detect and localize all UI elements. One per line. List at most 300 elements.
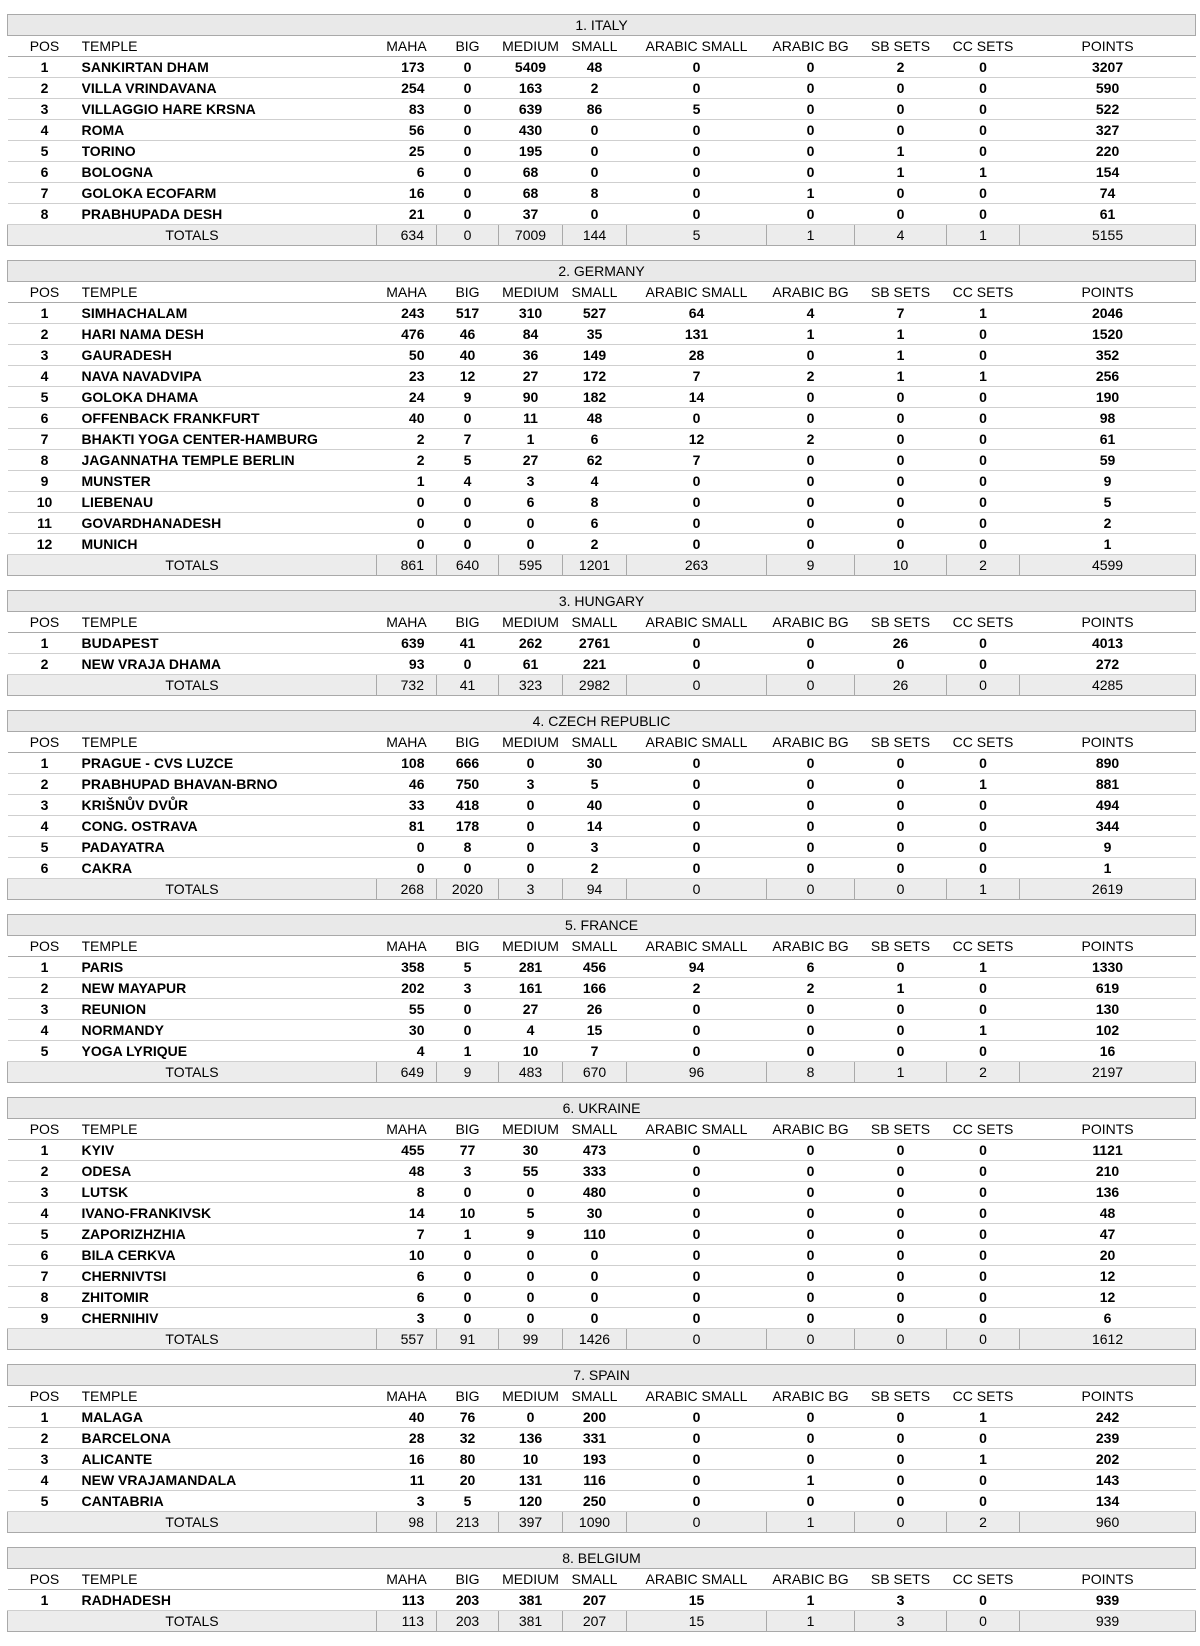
cell-arabic-small: 0 <box>627 534 767 555</box>
cell-points: 256 <box>1020 366 1196 387</box>
totals-row <box>8 879 1196 900</box>
cell-sb-sets: 26 <box>855 633 947 654</box>
cell-arabic-small: 0 <box>627 1308 767 1329</box>
cell-big: 0 <box>437 858 499 879</box>
cell-arabic-bg: 0 <box>767 858 855 879</box>
cell-big: 5 <box>437 450 499 471</box>
cell-pos: 3 <box>8 99 82 120</box>
total-sb-sets: 0 <box>855 879 947 900</box>
cell-arabic-small: 0 <box>627 858 767 879</box>
cell-big: 5 <box>437 957 499 978</box>
cell-temple: GOVARDHANADESH <box>82 513 377 534</box>
cell-temple: KRIŠNŮV DVŮR <box>82 795 377 816</box>
cell-arabic-bg: 0 <box>767 78 855 99</box>
cell-pos: 9 <box>8 471 82 492</box>
cell-pos: 1 <box>8 1590 82 1611</box>
cell-points: 9 <box>1020 837 1196 858</box>
total-maha: 98 <box>377 1512 437 1533</box>
section-title-row <box>8 591 1196 612</box>
cell-big: 0 <box>437 513 499 534</box>
column-header-temple: TEMPLE <box>82 936 377 957</box>
cell-points: 3207 <box>1020 57 1196 78</box>
cell-small: 2 <box>563 858 627 879</box>
cell-medium: 0 <box>499 1308 563 1329</box>
table-row <box>8 858 1196 879</box>
cell-small: 166 <box>563 978 627 999</box>
cell-arabic-small: 2 <box>627 978 767 999</box>
cell-big: 0 <box>437 534 499 555</box>
total-cc-sets: 1 <box>947 225 1020 246</box>
cell-arabic-bg: 0 <box>767 387 855 408</box>
total-small: 144 <box>563 225 627 246</box>
cell-cc-sets: 0 <box>947 633 1020 654</box>
cell-sb-sets: 1 <box>855 978 947 999</box>
section-title-row <box>8 261 1196 282</box>
cell-arabic-small: 0 <box>627 1161 767 1182</box>
cell-medium: 6 <box>499 492 563 513</box>
cell-arabic-small: 14 <box>627 387 767 408</box>
cell-cc-sets: 0 <box>947 978 1020 999</box>
cell-points: 48 <box>1020 1203 1196 1224</box>
cell-arabic-small: 0 <box>627 1449 767 1470</box>
column-header-sb-sets: SB SETS <box>855 36 947 57</box>
cell-temple: KYIV <box>82 1140 377 1161</box>
cell-arabic-small: 0 <box>627 183 767 204</box>
column-header-arabic-bg: ARABIC BG <box>767 1386 855 1407</box>
cell-arabic-small: 15 <box>627 1590 767 1611</box>
cell-arabic-small: 0 <box>627 1428 767 1449</box>
column-header-maha: MAHA <box>377 612 437 633</box>
cell-big: 0 <box>437 1308 499 1329</box>
cell-maha: 2 <box>377 450 437 471</box>
cell-maha: 4 <box>377 1041 437 1062</box>
cell-big: 750 <box>437 774 499 795</box>
section-title-row <box>8 1098 1196 1119</box>
cell-sb-sets: 0 <box>855 183 947 204</box>
cell-arabic-small: 0 <box>627 774 767 795</box>
total-arabic-bg: 9 <box>767 555 855 576</box>
cell-small: 200 <box>563 1407 627 1428</box>
cell-pos: 2 <box>8 654 82 675</box>
cell-big: 7 <box>437 429 499 450</box>
ranking-table <box>7 590 1196 696</box>
cell-cc-sets: 1 <box>947 1407 1020 1428</box>
column-header-medium: MEDIUM <box>499 612 563 633</box>
cell-medium: 281 <box>499 957 563 978</box>
cell-pos: 2 <box>8 1161 82 1182</box>
totals-label: TOTALS <box>8 1329 377 1350</box>
column-header-maha: MAHA <box>377 1119 437 1140</box>
cell-points: 143 <box>1020 1470 1196 1491</box>
column-header-maha: MAHA <box>377 936 437 957</box>
section-title-row <box>8 1365 1196 1386</box>
cell-small: 149 <box>563 345 627 366</box>
cell-points: 6 <box>1020 1308 1196 1329</box>
cell-cc-sets: 0 <box>947 837 1020 858</box>
total-small: 1090 <box>563 1512 627 1533</box>
cell-small: 7 <box>563 1041 627 1062</box>
cell-temple: GOLOKA ECOFARM <box>82 183 377 204</box>
cell-arabic-small: 0 <box>627 1287 767 1308</box>
cell-small: 0 <box>563 141 627 162</box>
total-arabic-small: 5 <box>627 225 767 246</box>
cell-big: 418 <box>437 795 499 816</box>
cell-pos: 5 <box>8 837 82 858</box>
cell-sb-sets: 0 <box>855 858 947 879</box>
cell-big: 41 <box>437 633 499 654</box>
cell-big: 10 <box>437 1203 499 1224</box>
cell-arabic-small: 7 <box>627 366 767 387</box>
cell-medium: 0 <box>499 534 563 555</box>
table-row <box>8 120 1196 141</box>
total-arabic-small: 15 <box>627 1611 767 1632</box>
cell-medium: 55 <box>499 1161 563 1182</box>
total-medium: 483 <box>499 1062 563 1083</box>
cell-big: 0 <box>437 1287 499 1308</box>
total-points: 2619 <box>1020 879 1196 900</box>
cell-medium: 61 <box>499 654 563 675</box>
column-header-arabic-small: ARABIC SMALL <box>627 36 767 57</box>
cell-arabic-bg: 0 <box>767 633 855 654</box>
cell-arabic-bg: 0 <box>767 345 855 366</box>
cell-arabic-bg: 0 <box>767 1224 855 1245</box>
cell-temple: VILLA VRINDAVANA <box>82 78 377 99</box>
cell-big: 0 <box>437 162 499 183</box>
cell-maha: 0 <box>377 837 437 858</box>
cell-sb-sets: 0 <box>855 513 947 534</box>
total-maha: 634 <box>377 225 437 246</box>
cell-cc-sets: 1 <box>947 303 1020 324</box>
column-header-small: SMALL <box>563 36 627 57</box>
cell-temple: PRABHUPADA DESH <box>82 204 377 225</box>
column-header-pos: POS <box>8 36 82 57</box>
cell-medium: 90 <box>499 387 563 408</box>
cell-points: 47 <box>1020 1224 1196 1245</box>
total-cc-sets: 0 <box>947 675 1020 696</box>
cell-points: 590 <box>1020 78 1196 99</box>
totals-row <box>8 1062 1196 1083</box>
table-row <box>8 795 1196 816</box>
cell-big: 0 <box>437 78 499 99</box>
cell-points: 12 <box>1020 1266 1196 1287</box>
table-row <box>8 999 1196 1020</box>
cell-points: 327 <box>1020 120 1196 141</box>
total-maha: 557 <box>377 1329 437 1350</box>
cell-pos: 4 <box>8 366 82 387</box>
column-header-small: SMALL <box>563 282 627 303</box>
ranking-table <box>7 260 1196 576</box>
total-sb-sets: 26 <box>855 675 947 696</box>
cell-small: 5 <box>563 774 627 795</box>
cell-pos: 6 <box>8 858 82 879</box>
cell-arabic-small: 0 <box>627 408 767 429</box>
cell-maha: 16 <box>377 1449 437 1470</box>
cell-medium: 310 <box>499 303 563 324</box>
cell-points: 2046 <box>1020 303 1196 324</box>
total-small: 1201 <box>563 555 627 576</box>
cell-points: 134 <box>1020 1491 1196 1512</box>
column-header-temple: TEMPLE <box>82 1386 377 1407</box>
cell-temple: NEW MAYAPUR <box>82 978 377 999</box>
totals-label: TOTALS <box>8 1611 377 1632</box>
cell-maha: 8 <box>377 1182 437 1203</box>
table-row <box>8 492 1196 513</box>
cell-temple: NAVA NAVADVIPA <box>82 366 377 387</box>
cell-sb-sets: 0 <box>855 837 947 858</box>
cell-arabic-bg: 1 <box>767 183 855 204</box>
cell-big: 0 <box>437 141 499 162</box>
cell-maha: 50 <box>377 345 437 366</box>
cell-pos: 3 <box>8 345 82 366</box>
cell-sb-sets: 0 <box>855 1428 947 1449</box>
cell-small: 473 <box>563 1140 627 1161</box>
cell-small: 26 <box>563 999 627 1020</box>
cell-arabic-small: 0 <box>627 1245 767 1266</box>
cell-pos: 2 <box>8 78 82 99</box>
cell-medium: 262 <box>499 633 563 654</box>
cell-medium: 0 <box>499 816 563 837</box>
cell-arabic-bg: 0 <box>767 408 855 429</box>
column-header-row <box>8 1569 1196 1590</box>
cell-big: 0 <box>437 492 499 513</box>
cell-cc-sets: 0 <box>947 1203 1020 1224</box>
cell-maha: 108 <box>377 753 437 774</box>
cell-arabic-small: 0 <box>627 141 767 162</box>
section-title: 2. GERMANY <box>8 261 1196 282</box>
cell-small: 172 <box>563 366 627 387</box>
cell-big: 80 <box>437 1449 499 1470</box>
table-row <box>8 1470 1196 1491</box>
total-small: 2982 <box>563 675 627 696</box>
cell-cc-sets: 0 <box>947 1224 1020 1245</box>
cell-pos: 6 <box>8 162 82 183</box>
cell-sb-sets: 0 <box>855 387 947 408</box>
cell-temple: PRAGUE - CVS LUZCE <box>82 753 377 774</box>
cell-arabic-small: 0 <box>627 471 767 492</box>
cell-sb-sets: 2 <box>855 57 947 78</box>
cell-arabic-small: 131 <box>627 324 767 345</box>
cell-big: 77 <box>437 1140 499 1161</box>
cell-temple: PRABHUPAD BHAVAN-BRNO <box>82 774 377 795</box>
column-header-small: SMALL <box>563 612 627 633</box>
ranking-table <box>7 1547 1196 1632</box>
cell-maha: 25 <box>377 141 437 162</box>
cell-arabic-small: 0 <box>627 492 767 513</box>
cell-cc-sets: 0 <box>947 1140 1020 1161</box>
cell-points: 619 <box>1020 978 1196 999</box>
cell-small: 40 <box>563 795 627 816</box>
cell-arabic-bg: 0 <box>767 99 855 120</box>
cell-pos: 10 <box>8 492 82 513</box>
cell-sb-sets: 0 <box>855 1407 947 1428</box>
cell-temple: SANKIRTAN DHAM <box>82 57 377 78</box>
total-arabic-bg: 1 <box>767 225 855 246</box>
cell-points: 12 <box>1020 1287 1196 1308</box>
cell-big: 0 <box>437 1182 499 1203</box>
cell-medium: 163 <box>499 78 563 99</box>
cell-arabic-bg: 0 <box>767 753 855 774</box>
total-maha: 649 <box>377 1062 437 1083</box>
cell-cc-sets: 0 <box>947 1287 1020 1308</box>
table-row <box>8 753 1196 774</box>
cell-cc-sets: 0 <box>947 1182 1020 1203</box>
cell-arabic-bg: 0 <box>767 1020 855 1041</box>
cell-medium: 30 <box>499 1140 563 1161</box>
table-row <box>8 1140 1196 1161</box>
cell-points: 881 <box>1020 774 1196 795</box>
cell-points: 9 <box>1020 471 1196 492</box>
cell-big: 0 <box>437 999 499 1020</box>
cell-medium: 381 <box>499 1590 563 1611</box>
totals-row <box>8 555 1196 576</box>
cell-points: 2 <box>1020 513 1196 534</box>
column-header-pos: POS <box>8 1386 82 1407</box>
cell-pos: 5 <box>8 1224 82 1245</box>
cell-big: 5 <box>437 1491 499 1512</box>
cell-points: 98 <box>1020 408 1196 429</box>
cell-sb-sets: 1 <box>855 366 947 387</box>
total-small: 94 <box>563 879 627 900</box>
cell-maha: 243 <box>377 303 437 324</box>
cell-temple: LIEBENAU <box>82 492 377 513</box>
cell-points: 939 <box>1020 1590 1196 1611</box>
cell-small: 6 <box>563 513 627 534</box>
cell-temple: BILA CERKVA <box>82 1245 377 1266</box>
cell-cc-sets: 0 <box>947 141 1020 162</box>
column-header-medium: MEDIUM <box>499 1119 563 1140</box>
total-small: 207 <box>563 1611 627 1632</box>
cell-sb-sets: 3 <box>855 1590 947 1611</box>
column-header-cc-sets: CC SETS <box>947 1386 1020 1407</box>
total-arabic-bg: 8 <box>767 1062 855 1083</box>
country-section <box>7 1364 1195 1533</box>
cell-big: 0 <box>437 183 499 204</box>
cell-arabic-bg: 0 <box>767 1041 855 1062</box>
cell-medium: 10 <box>499 1041 563 1062</box>
country-section <box>7 590 1195 696</box>
total-big: 2020 <box>437 879 499 900</box>
cell-small: 48 <box>563 408 627 429</box>
section-title: 3. HUNGARY <box>8 591 1196 612</box>
cell-arabic-small: 0 <box>627 753 767 774</box>
cell-pos: 1 <box>8 633 82 654</box>
total-big: 9 <box>437 1062 499 1083</box>
cell-cc-sets: 0 <box>947 1428 1020 1449</box>
cell-arabic-small: 12 <box>627 429 767 450</box>
column-header-medium: MEDIUM <box>499 936 563 957</box>
total-maha: 732 <box>377 675 437 696</box>
column-header-cc-sets: CC SETS <box>947 612 1020 633</box>
column-header-medium: MEDIUM <box>499 282 563 303</box>
cell-cc-sets: 0 <box>947 1470 1020 1491</box>
total-medium: 381 <box>499 1611 563 1632</box>
cell-big: 20 <box>437 1470 499 1491</box>
cell-temple: TORINO <box>82 141 377 162</box>
cell-temple: REUNION <box>82 999 377 1020</box>
cell-sb-sets: 1 <box>855 345 947 366</box>
cell-sb-sets: 1 <box>855 162 947 183</box>
cell-small: 2761 <box>563 633 627 654</box>
totals-label: TOTALS <box>8 879 377 900</box>
cell-big: 4 <box>437 471 499 492</box>
cell-medium: 0 <box>499 1407 563 1428</box>
column-header-cc-sets: CC SETS <box>947 282 1020 303</box>
cell-cc-sets: 0 <box>947 999 1020 1020</box>
cell-temple: BHAKTI YOGA CENTER-HAMBURG <box>82 429 377 450</box>
country-section <box>7 1097 1195 1350</box>
cell-sb-sets: 0 <box>855 774 947 795</box>
cell-arabic-bg: 1 <box>767 1590 855 1611</box>
ranking-table <box>7 710 1196 900</box>
cell-sb-sets: 0 <box>855 1470 947 1491</box>
cell-sb-sets: 0 <box>855 1041 947 1062</box>
table-row <box>8 57 1196 78</box>
cell-big: 0 <box>437 99 499 120</box>
cell-arabic-small: 0 <box>627 1182 767 1203</box>
table-row <box>8 162 1196 183</box>
total-cc-sets: 2 <box>947 555 1020 576</box>
cell-maha: 358 <box>377 957 437 978</box>
cell-cc-sets: 0 <box>947 534 1020 555</box>
cell-sb-sets: 0 <box>855 1449 947 1470</box>
cell-cc-sets: 1 <box>947 957 1020 978</box>
cell-points: 239 <box>1020 1428 1196 1449</box>
cell-medium: 0 <box>499 1182 563 1203</box>
column-header-points: POINTS <box>1020 282 1196 303</box>
cell-arabic-bg: 0 <box>767 999 855 1020</box>
cell-medium: 0 <box>499 513 563 534</box>
cell-big: 46 <box>437 324 499 345</box>
cell-points: 1330 <box>1020 957 1196 978</box>
cell-sb-sets: 0 <box>855 534 947 555</box>
cell-cc-sets: 0 <box>947 1590 1020 1611</box>
cell-medium: 27 <box>499 999 563 1020</box>
total-cc-sets: 2 <box>947 1062 1020 1083</box>
cell-temple: GOLOKA DHAMA <box>82 387 377 408</box>
section-title: 6. UKRAINE <box>8 1098 1196 1119</box>
cell-medium: 1 <box>499 429 563 450</box>
cell-maha: 173 <box>377 57 437 78</box>
cell-temple: BARCELONA <box>82 1428 377 1449</box>
cell-maha: 0 <box>377 513 437 534</box>
table-row <box>8 408 1196 429</box>
cell-sb-sets: 0 <box>855 816 947 837</box>
cell-maha: 28 <box>377 1428 437 1449</box>
cell-big: 0 <box>437 408 499 429</box>
table-row <box>8 345 1196 366</box>
cell-big: 3 <box>437 978 499 999</box>
cell-points: 130 <box>1020 999 1196 1020</box>
section-title-row <box>8 915 1196 936</box>
cell-arabic-bg: 2 <box>767 429 855 450</box>
cell-maha: 476 <box>377 324 437 345</box>
cell-small: 331 <box>563 1428 627 1449</box>
cell-big: 0 <box>437 57 499 78</box>
cell-sb-sets: 0 <box>855 99 947 120</box>
cell-points: 1 <box>1020 534 1196 555</box>
cell-arabic-bg: 0 <box>767 162 855 183</box>
cell-cc-sets: 1 <box>947 366 1020 387</box>
cell-arabic-bg: 0 <box>767 1428 855 1449</box>
cell-points: 272 <box>1020 654 1196 675</box>
total-medium: 595 <box>499 555 563 576</box>
cell-sb-sets: 0 <box>855 408 947 429</box>
cell-sb-sets: 0 <box>855 795 947 816</box>
cell-medium: 84 <box>499 324 563 345</box>
cell-arabic-bg: 1 <box>767 1470 855 1491</box>
cell-small: 30 <box>563 1203 627 1224</box>
cell-medium: 120 <box>499 1491 563 1512</box>
